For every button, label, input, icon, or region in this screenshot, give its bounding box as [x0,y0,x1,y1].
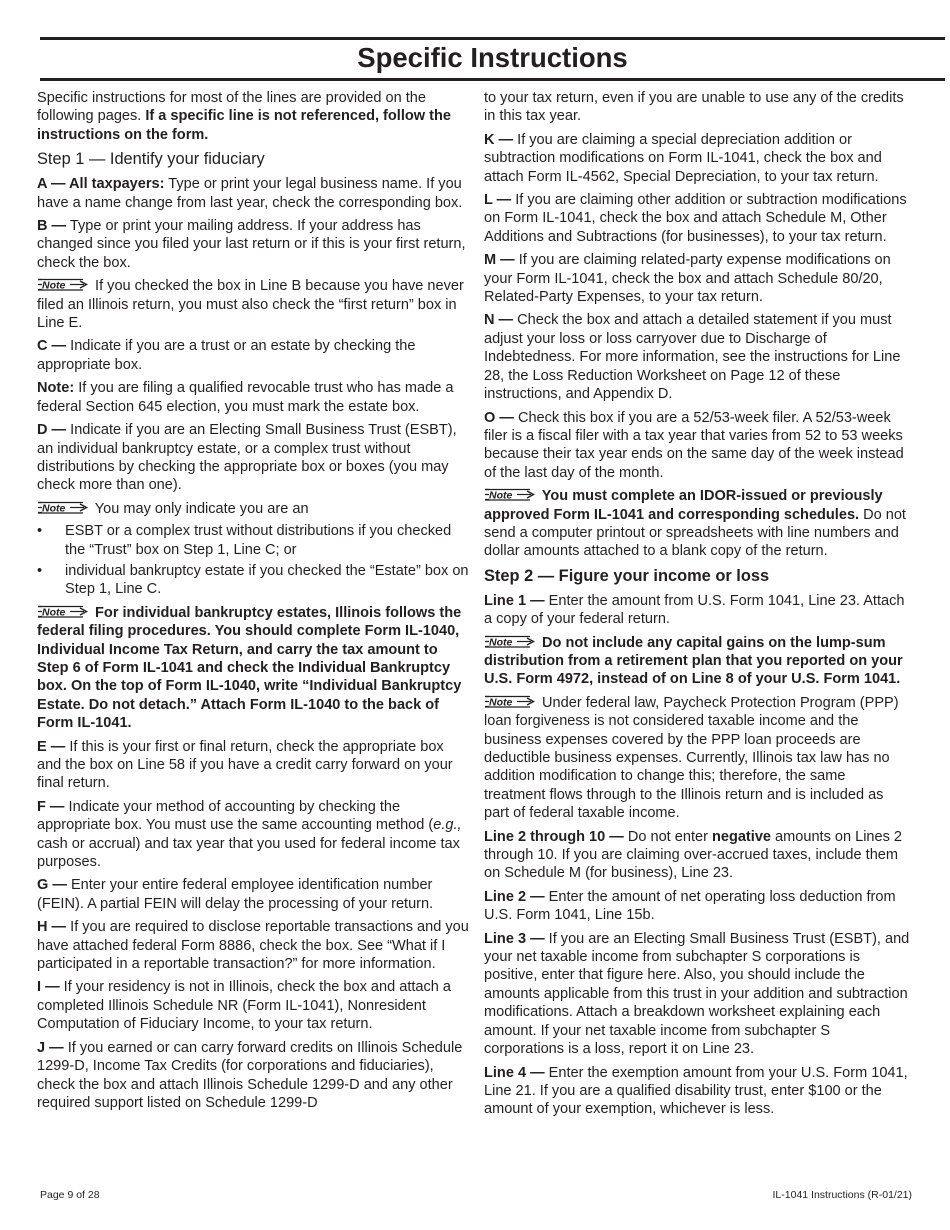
svg-text:Note: Note [489,696,513,708]
note-approved-form: Note You must complete an IDOR-issued or previously approved Form IL-1041 and corresponding schedules. Do not send a computer printout or spreadsheets with line numbers and dollar amounts attached to a blank copy of the return. [484,488,906,560]
line-c-paragraph: C — Indicate if you are a trust or an estate by checking the appropriate box. [37,338,416,373]
line-2-paragraph: Line 2 — Enter the amount of net operating loss deduction from U.S. Form 1041, Line 15b. [484,888,896,924]
note-indicate: Note You may only indicate you are an [37,500,469,518]
page-number: Page 9 of 28 [40,1189,100,1201]
line-2-10-paragraph: Line 2 through 10 — Do not enter negative amounts on Lines 2 through 10. If you are claiming over-accrued taxes, include them on Schedule M (for business), Line 23. [484,828,903,882]
step1-heading: Step 1 — Identify your fiduciary [37,150,265,169]
svg-text:Note: Note [42,279,66,292]
line-j-paragraph: J — If you earned or can carry forward credits on Illinois Schedule 1299-D, Income Tax Credits (for corporations and fiduciaries), check the box and attach Illinois Schedule 1299-D and any other required support listed on Schedule 1299-D [37,1039,463,1111]
line-g-paragraph: G — Enter your entire federal employee identification number (FEIN). A partial FEIN will delay the processing of your return. [37,877,434,912]
line-e-paragraph: E — If this is your first or final return, check the appropriate box and the box on Line 58 if you have a credit carry forward on your final return. [37,738,453,792]
line-b-paragraph: B — Type or print your mailing address. If your address has changed since you filed your last return or if this is your first return, check the box. [37,218,466,271]
list-item: • ESBT or a complex trust without distributions if you checked the “Trust” box on Step 1, Line C; or [37,522,469,559]
step2-heading: Step 2 — Figure your income or loss [484,566,770,585]
line-4-paragraph: Line 4 — Enter the exemption amount from your U.S. Form 1041, Line 21. If you are a qualified disability trust, enter $100 or the amount of your exemption, whichever is less. [484,1064,908,1118]
note-line-b: Note If you checked the box in Line B because you have never filed an Illinois return, you must also check the “first return” box in Line E. [37,278,464,332]
line-1-paragraph: Line 1 — Enter the amount from U.S. Form 1041, Line 23. Attach a copy of your federal return. [484,592,905,628]
page-title: Specific Instructions [357,42,628,73]
title-underline [40,78,945,81]
line-d-paragraph: D — Indicate if you are an Electing Small Business Trust (ESBT), an individual bankruptcy estate, or a complex trust without distributions by checking the appropriate box or boxes (you may check more than one). [37,422,457,494]
right-column [484,89,910,1124]
line-l-paragraph: L — If you are claiming other addition or subtraction modifications on Form IL-1041, check the box and attach Schedule M, Other Additions and Subtractions (for businesses), to your tax return. [484,192,907,245]
line-k-paragraph: K — If you are claiming a special depreciation addition or subtraction modifications on Form IL-1041, check the box and attach Form IL-4562, Special Depreciation, to your tax return. [484,131,882,185]
note-capital-gains: Note Do not include any capital gains on the lump-sum distribution from a retirement plan that you reported on your U.S. Form 4972, instead of on Line 8 of your U.S. Form 1041. [484,634,903,688]
line-3-paragraph: Line 3 — If you are an Electing Small Business Trust (ESBT), and your net taxable income from subchapter S corporations is positive, enter that figure here. Also, you should include the amounts applicable from this trust in your addition and subtraction modifications. Attach a breakdown worksheet explaining each amount. If your net taxable income from subchapter S corporations is a loss, report it on Line 23. [484,930,910,1058]
note-arrow-icon [37,605,88,618]
note-arrow-icon [484,488,535,501]
intro-paragraph: Specific instructions for most of the lines are provided on the following pages. If a specific line is not referenced, follow the instructions on the form. [37,90,451,143]
note-arrow-icon [484,635,535,648]
note-qualified-trust: Note: If you are filing a qualified revocable trust who has made a federal Section 645 election, you must mark the estate box. [37,380,454,415]
svg-text:Note: Note [42,502,66,514]
svg-text:Note: Note [489,489,513,502]
indicate-bullet-list [37,522,469,599]
line-h-paragraph: H — If you are required to disclose reportable transactions and you have attached federal Form 8886, check the box. See “What if I participated in a reportable transaction?” for more information. [37,919,469,973]
note-bankruptcy: Note For individual bankruptcy estates, Illinois follows the federal filing procedures. You should complete Form IL-1040, Individual Income Tax Return, and carry the tax amount to Step 6 of Form IL-1041 and check the Individual Bankruptcy box. On the top of Form IL-1040, write “Individual Bankruptcy Estate. Do not detach.” Attach Form IL-1040 to the back of Form IL-1041. [37,604,462,732]
line-n-paragraph: N — Check the box and attach a detailed statement if you must adjust your loss or loss carryover due to Discharge of Indebtedness. For more information, see the instructions for Line 28, the Loss Reduction Worksheet on Page 12 of these instructions, and Appendix D. [484,312,901,403]
note-arrow-icon [37,278,88,291]
line-o-paragraph: O — Check this box if you are a 52/53-week filer. A 52/53-week filer is a fiscal filer with a tax year that varies from 52 to 53 weeks because their tax year ends on the same day of the week instead of the last day of the month. [484,409,904,481]
line-j-continued: to your tax return, even if you are unable to use any of the credits in this tax year. [484,90,904,125]
line-f-paragraph: F — Indicate your method of accounting by checking the appropriate box. You must use the same accounting method (e.g., cash or accrual) and tax year that you used for federal income tax purposes. [37,798,462,871]
svg-text:Note: Note [42,606,66,618]
note-arrow-icon [484,695,535,708]
line-m-paragraph: M — If you are claiming related-party expense modifications on your Form IL-1041, check the box and attach Schedule 80/20, Related-Party Expenses, to your tax return. [484,252,891,306]
line-a-paragraph: A — All taxpayers: Type or print your legal business name. If you have a name change from last year, check the corresponding box. [37,176,463,211]
form-revision: IL-1041 Instructions (R-01/21) [772,1189,912,1201]
left-column [37,89,469,1117]
svg-text:Note: Note [489,636,513,648]
note-ppp-loan: Note Under federal law, Paycheck Protection Program (PPP) loan forgiveness is not considered taxable income and the business expenses covered by the PPP loan proceeds are deductible business expenses. Currently, Illinois tax law has no addition modification to change this; therefore, the same treatment flows through to the Illinois return and is included as part of federal taxable income. [484,694,899,822]
note-arrow-icon [37,501,88,514]
line-i-paragraph: I — If your residency is not in Illinois, check the box and attach a completed Illinois Schedule NR (Form IL-1041), Nonresident Computation of Fiduciary Income, to your tax return. [37,979,452,1033]
list-item: • individual bankruptcy estate if you checked the “Estate” box on Step 1, Line C. [37,562,469,599]
